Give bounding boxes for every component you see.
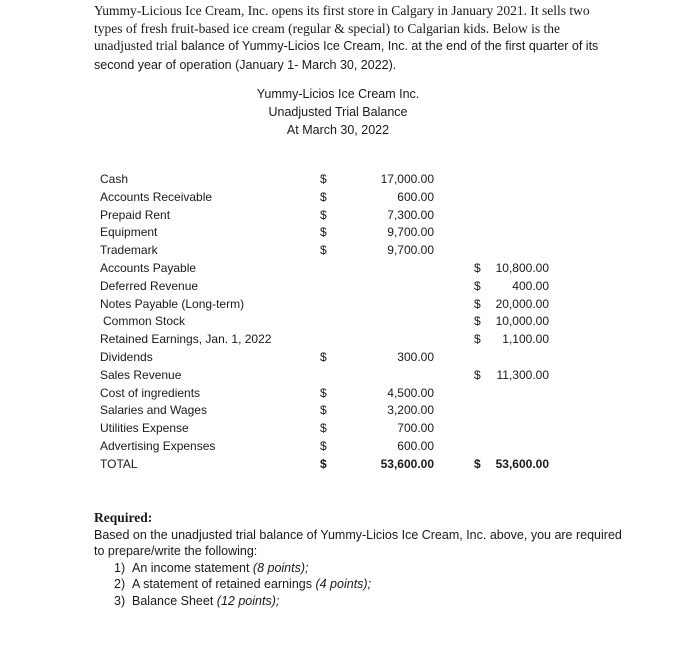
debit-currency-sign: $ xyxy=(320,243,327,258)
statement-date: At March 30, 2022 xyxy=(286,123,390,137)
account-name: Accounts Receivable xyxy=(100,189,213,204)
credit-amount: 10,000.00 xyxy=(495,314,549,329)
credit-currency-sign: $ xyxy=(474,296,481,311)
account-name: Utilities Expense xyxy=(100,421,189,436)
account-name: Cost of ingredients xyxy=(100,385,201,400)
table-row xyxy=(0,172,700,190)
trial-balance-header xyxy=(238,85,438,139)
total-credit-sign: $ xyxy=(474,456,481,471)
required-section xyxy=(94,510,634,609)
debit-amount: 300.00 xyxy=(397,350,434,364)
problem-intro xyxy=(94,2,618,74)
total-label: TOTAL xyxy=(100,456,138,471)
debit-currency-sign: $ xyxy=(320,172,327,186)
debit-currency-sign: $ xyxy=(320,439,327,453)
credit-amount: 400.00 xyxy=(512,278,549,293)
debit-amount: 4,500.00 xyxy=(387,385,434,400)
account-name: Retained Earnings, Jan. 1, 2022 xyxy=(100,332,272,347)
debit-amount: 3,200.00 xyxy=(387,403,434,418)
account-name: Cash xyxy=(100,172,129,186)
credit-amount: 10,800.00 xyxy=(495,261,549,275)
account-name: Prepaid Rent xyxy=(100,207,171,222)
required-item: 2) A statement of retained earnings (4 points); xyxy=(114,577,372,591)
account-name: Equipment xyxy=(100,225,158,240)
table-row xyxy=(0,350,700,368)
required-title: Required: xyxy=(94,510,153,525)
table-row xyxy=(0,243,700,261)
table-row xyxy=(0,368,700,386)
required-list xyxy=(94,560,634,610)
table-row xyxy=(0,279,700,297)
credit-currency-sign: $ xyxy=(474,278,481,293)
total-debit: 53,600.00 xyxy=(380,456,434,471)
table-row xyxy=(0,314,700,332)
credit-amount: 1,100.00 xyxy=(502,332,549,347)
credit-currency-sign: $ xyxy=(474,314,481,329)
table-row xyxy=(0,208,700,226)
total-credit: 53,600.00 xyxy=(495,456,549,471)
table-row xyxy=(0,403,700,421)
debit-currency-sign: $ xyxy=(320,421,327,436)
debit-amount: 9,700.00 xyxy=(387,225,434,240)
total-row xyxy=(0,457,700,475)
account-name: Advertising Expenses xyxy=(100,439,216,453)
debit-currency-sign: $ xyxy=(320,350,327,364)
intro-serif-text: Yummy-Licious Ice Cream, Inc. opens its first store in Calgary in January 2021. It sells two types of fresh fruit-based ice cream (regular & special) to Calgarian kids. Below is the unadjusted trial xyxy=(94,3,590,53)
debit-currency-sign: $ xyxy=(320,207,327,222)
account-name: Notes Payable (Long-term) xyxy=(100,296,245,311)
table-row xyxy=(0,225,700,243)
required-item: 3) Balance Sheet (12 points); xyxy=(114,593,280,608)
statement-title: Unadjusted Trial Balance xyxy=(268,105,408,119)
debit-amount: 700.00 xyxy=(397,421,434,436)
table-row xyxy=(0,190,700,208)
intro-sans-text: balance of Yummy-Licios Ice Cream, Inc. at the end of the first quarter of its second year of operation (January 1- March 30, 2022). xyxy=(94,39,599,72)
debit-currency-sign: $ xyxy=(320,385,327,400)
account-name: Trademark xyxy=(100,243,158,258)
credit-amount: 11,300.00 xyxy=(496,367,549,382)
account-name: Common Stock xyxy=(103,314,186,329)
account-name: Deferred Revenue xyxy=(100,278,199,293)
required-text: Based on the unadjusted trial balance of Yummy-Licios Ice Cream, Inc. above, you are required to prepare/write the following: xyxy=(94,527,622,558)
debit-amount: 9,700.00 xyxy=(387,243,434,258)
debit-currency-sign: $ xyxy=(320,403,327,418)
table-row xyxy=(0,386,700,404)
debit-amount: 17,000.00 xyxy=(380,172,434,186)
account-name: Salaries and Wages xyxy=(100,403,207,418)
total-debit-sign: $ xyxy=(320,456,327,471)
table-row xyxy=(0,297,700,315)
credit-currency-sign: $ xyxy=(474,367,481,382)
debit-currency-sign: $ xyxy=(320,189,327,204)
table-row xyxy=(0,421,700,439)
credit-currency-sign: $ xyxy=(474,332,481,347)
table-row xyxy=(0,261,700,279)
credit-amount: 20,000.00 xyxy=(495,296,549,311)
required-item: 1) An income statement (8 points); xyxy=(114,560,309,575)
account-name: Dividends xyxy=(100,350,153,364)
debit-amount: 600.00 xyxy=(397,189,434,204)
table-row xyxy=(0,439,700,457)
credit-currency-sign: $ xyxy=(474,261,481,275)
account-name: Accounts Payable xyxy=(100,261,197,275)
debit-amount: 600.00 xyxy=(397,439,434,453)
company-name: Yummy-Licios Ice Cream Inc. xyxy=(256,87,420,101)
debit-amount: 7,300.00 xyxy=(387,207,434,222)
table-row xyxy=(0,332,700,350)
account-name: Sales Revenue xyxy=(100,367,182,382)
debit-currency-sign: $ xyxy=(320,225,327,240)
